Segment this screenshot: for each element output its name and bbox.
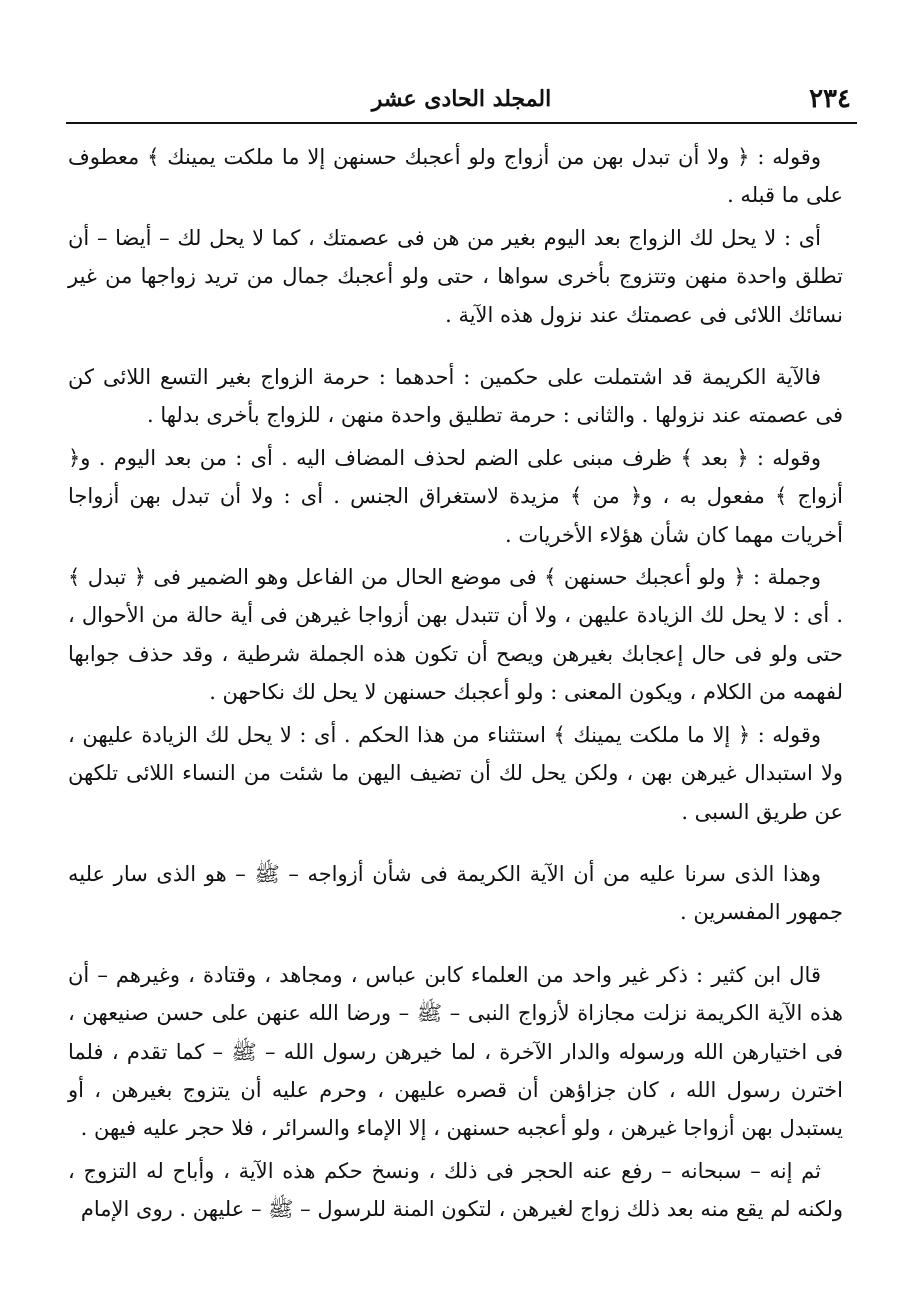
- header-rule: [66, 122, 857, 124]
- paragraph: أى : لا يحل لك الزواج بعد اليوم بغير من هن فى عصمتك ، كما لا يحل لك – أيضا – أن تطلق واحدة منهن وتتزوج بأخرى سواها ، حتى ولو أعجبك جمال من تريد زواجها من غير نسائك اللائى فى عصمتك عند نزول هذه الآية .: [68, 225, 843, 327]
- running-title: المجلد الحادى عشر: [371, 86, 552, 112]
- paragraph: قال ابن كثير : ذكر غير واحد من العلماء كابن عباس ، ومجاهد ، وقتادة ، وغيرهم – أن هذه الآية الكريمة نزلت مجازاة لأزواج النبى – ﷺ – ورضا الله عنهن على حسن صنيعهن ، فى اختيارهن الله ورسوله والدار الآخرة ، لما خيرهن رسول الله – ﷺ – كما تقدم ، فلما اخترن رسول الله ، كان جزاؤهن أن قصره عليهن ، وحرم عليه أن يتزوج بغيرهن ، أو يستبدل بهن أزواجا غيرهن ، ولو أعجبه حسنهن ، إلا الإماء والسرائر ، فلا حجر عليه فيهن .: [68, 962, 843, 1141]
- paragraph: وهذا الذى سرنا عليه من أن الآية الكريمة فى شأن أزواجه – ﷺ – هو الذى سار عليه جمهور المفسرين .: [68, 861, 843, 925]
- paragraph: وقوله : ﴿ ولا أن تبدل بهن من أزواج ولو أعجبك حسنهن إلا ما ملكت يمينك ﴾ معطوف على ما قبله .: [68, 145, 843, 208]
- paragraph: ثم إنه – سبحانه – رفع عنه الحجر فى ذلك ، ونسخ حكم هذه الآية ، وأباح له التزوج ، ولكنه لم يقع منه بعد ذلك زواج لغيرهن ، لتكون المنة للرسول – ﷺ – عليهن . روى الإمام: [68, 1158, 843, 1222]
- page-header: [66, 84, 857, 118]
- paragraph: وجملة : ﴿ ولو أعجبك حسنهن ﴾ فى موضع الحال من الفاعل وهو الضمير فى ﴿ تبدل ﴾ . أى : لا يحل لك الزيادة عليهن ، ولا أن تتبدل بهن أزواجا غيرهن فى أية حالة من الأحوال ، حتى ولو فى حال إعجابك بغيرهن ويصح أن تكون هذه الجملة شرطية ، وقد حذف جوابها لفهمه من الكلام ، ويكون المعنى : ولو أعجبك حسنهن لا يحل لك نكاحهن .: [68, 565, 843, 705]
- paragraph: وقوله : ﴿ إلا ما ملكت يمينك ﴾ استثناء من هذا الحكم . أى : لا يحل لك الزيادة عليهن ، ولا استبدال غيرهن بهن ، ولكن يحل لك أن تضيف اليهن ما شئت من النساء اللائى تلكهن عن طريق السبى .: [68, 722, 843, 824]
- paragraph: وقوله : ﴿ بعد ﴾ ظرف مبنى على الضم لحذف المضاف اليه . أى : من بعد اليوم . و﴿ أزواج ﴾ مفعول به ، و﴿ من ﴾ مزيدة لاستغراق الجنس . أى : ولا أن تبدل بهن أزواجا أخريات مهما كان شأن هؤلاء الأخريات .: [68, 445, 843, 547]
- page-body: [68, 138, 843, 1229]
- paragraph: فالآية الكريمة قد اشتملت على حكمين : أحدهما : حرمة الزواج بغير التسع اللائى كن فى عصمته عند نزولها . والثانى : حرمة تطليق واحدة منهن ، للزواج بأخرى بدلها .: [68, 365, 843, 428]
- page-number: ٢٣٤: [809, 84, 851, 114]
